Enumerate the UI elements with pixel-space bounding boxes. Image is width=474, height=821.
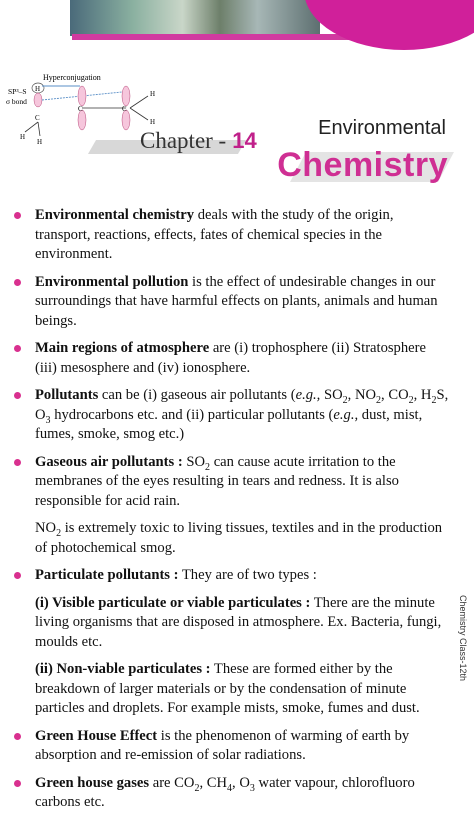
item-term: Pollutants (35, 387, 99, 403)
item-text: There are the minute living organisms that are disposed in atmosphere. Ex. Bacteria, fungi, moulds etc. (35, 594, 442, 650)
atom-h-right-1: H (150, 90, 156, 98)
item-text: water vapour, chlorofluoro carbons etc. (35, 774, 415, 810)
item-term: Main regions of atmosphere (35, 340, 210, 356)
item-term: Gaseous air pollutants : (35, 453, 183, 470)
item-text: SO (182, 453, 206, 470)
chapter-title-line2: Chemistry (277, 146, 448, 184)
side-text: Chemistry Class-12th (458, 595, 468, 682)
subscript: 2 (376, 394, 382, 406)
header-decorative-circle (304, 0, 474, 50)
subscript: 4 (227, 782, 233, 794)
subscript: 2 (342, 394, 348, 406)
list-item (14, 206, 450, 265)
bullet-icon (14, 780, 21, 787)
item-text-italic: e.g., (295, 387, 321, 403)
item-text: These are formed either by the breakdown of larger materials or by the condensation of minute particles and droplets. For example mists, smoke, fumes and dust. (35, 661, 420, 716)
atom-h-top: H (35, 85, 41, 93)
item-text: hydrocarbons etc. and (ii) particular pollutants ( (50, 406, 334, 423)
item-text: , CO (381, 387, 409, 403)
chapter-prefix: Chapter - (140, 128, 227, 153)
subscript: 2 (194, 782, 200, 794)
list-item (14, 727, 450, 766)
item-text: , H (413, 387, 432, 403)
list-item (14, 453, 450, 512)
item-text: They are of two types : (178, 567, 317, 583)
subscript: 2 (56, 527, 62, 539)
atom-c-middle: C (78, 105, 83, 113)
header-photo-strip (70, 0, 320, 36)
diagram-label-hyperconjugation: Hyperconjugation (43, 73, 101, 82)
bullet-icon (14, 733, 21, 740)
item-text-italic: e.g., (333, 406, 359, 423)
bullet-icon (14, 572, 21, 579)
item-term: Particulate pollutants : (35, 567, 179, 583)
paragraph (14, 519, 450, 558)
diagram-label-sp3s: SP³–S (8, 87, 27, 96)
atom-h-right-2: H (150, 118, 156, 126)
item-term: Environmental chemistry (35, 207, 195, 223)
item-text: S, O (35, 387, 449, 423)
list-item (14, 339, 450, 378)
bullet-icon (14, 459, 21, 466)
subscript: 2 (205, 461, 211, 473)
atom-h-left-2: H (37, 138, 43, 146)
bullet-icon (14, 279, 21, 286)
bullet-icon (14, 345, 21, 352)
side-running-text (454, 595, 470, 685)
subscript: 3 (45, 414, 51, 426)
item-text: is the effect of undesirable changes in our surroundings that have harmful effects on plants, animals and human beings. (35, 273, 438, 329)
summary-content (14, 206, 450, 821)
item-term: (ii) Non-viable particulates : (35, 661, 211, 677)
item-text: can be (i) gaseous air pollutants ( (98, 387, 296, 403)
item-term: Environmental pollution (35, 273, 189, 290)
item-text: are CO (149, 774, 195, 791)
item-text: , O (232, 774, 250, 791)
item-term: (i) Visible particulate or viable particulates : (35, 594, 311, 611)
item-text: SO (320, 387, 343, 403)
atom-h-left-1: H (20, 133, 26, 141)
subscript: 2 (431, 394, 437, 406)
item-text: deals with the study of the origin, transport, reactions, effects, fates of chemical species in the environment. (35, 207, 394, 262)
item-text: can cause acute irritation to the membranes of the eyes resulting in tears and redness. It is also responsible for acid rain. (35, 453, 399, 509)
item-text: is extremely toxic to living tissues, textiles and in the production of photochemical smog. (35, 520, 443, 556)
item-text: , NO (347, 387, 377, 403)
diagram-label-sigma-bond: σ bond (6, 97, 27, 106)
chapter-title-line1: Environmental (318, 117, 446, 139)
paragraph (14, 594, 450, 653)
list-item (14, 386, 450, 445)
bullet-icon (14, 212, 21, 219)
item-term: Green house gases (35, 774, 150, 791)
item-text: , CH (199, 774, 228, 791)
item-text: is the phenomenon of warming of earth by absorption and re-emission of solar radiations. (35, 727, 410, 763)
atom-c-left: C (35, 114, 40, 122)
item-text: dust, mist, fumes, smoke, smog etc.) (35, 406, 423, 442)
list-item (14, 566, 450, 586)
chapter-header (0, 0, 474, 200)
paragraph (14, 660, 450, 719)
item-term: Green House Effect (35, 727, 158, 744)
list-item (14, 273, 450, 332)
chapter-number: 14 (232, 128, 257, 153)
atom-c-right: C (122, 105, 127, 113)
item-text: NO (35, 520, 57, 536)
chapter-label (140, 128, 257, 154)
subscript: 2 (408, 394, 414, 406)
subscript: 3 (249, 782, 255, 794)
list-item (14, 774, 450, 813)
bullet-icon (14, 392, 21, 399)
item-text: are (i) trophosphere (ii) Stratosphere (iii) mesosphere and (iv) ionosphere. (35, 340, 426, 376)
